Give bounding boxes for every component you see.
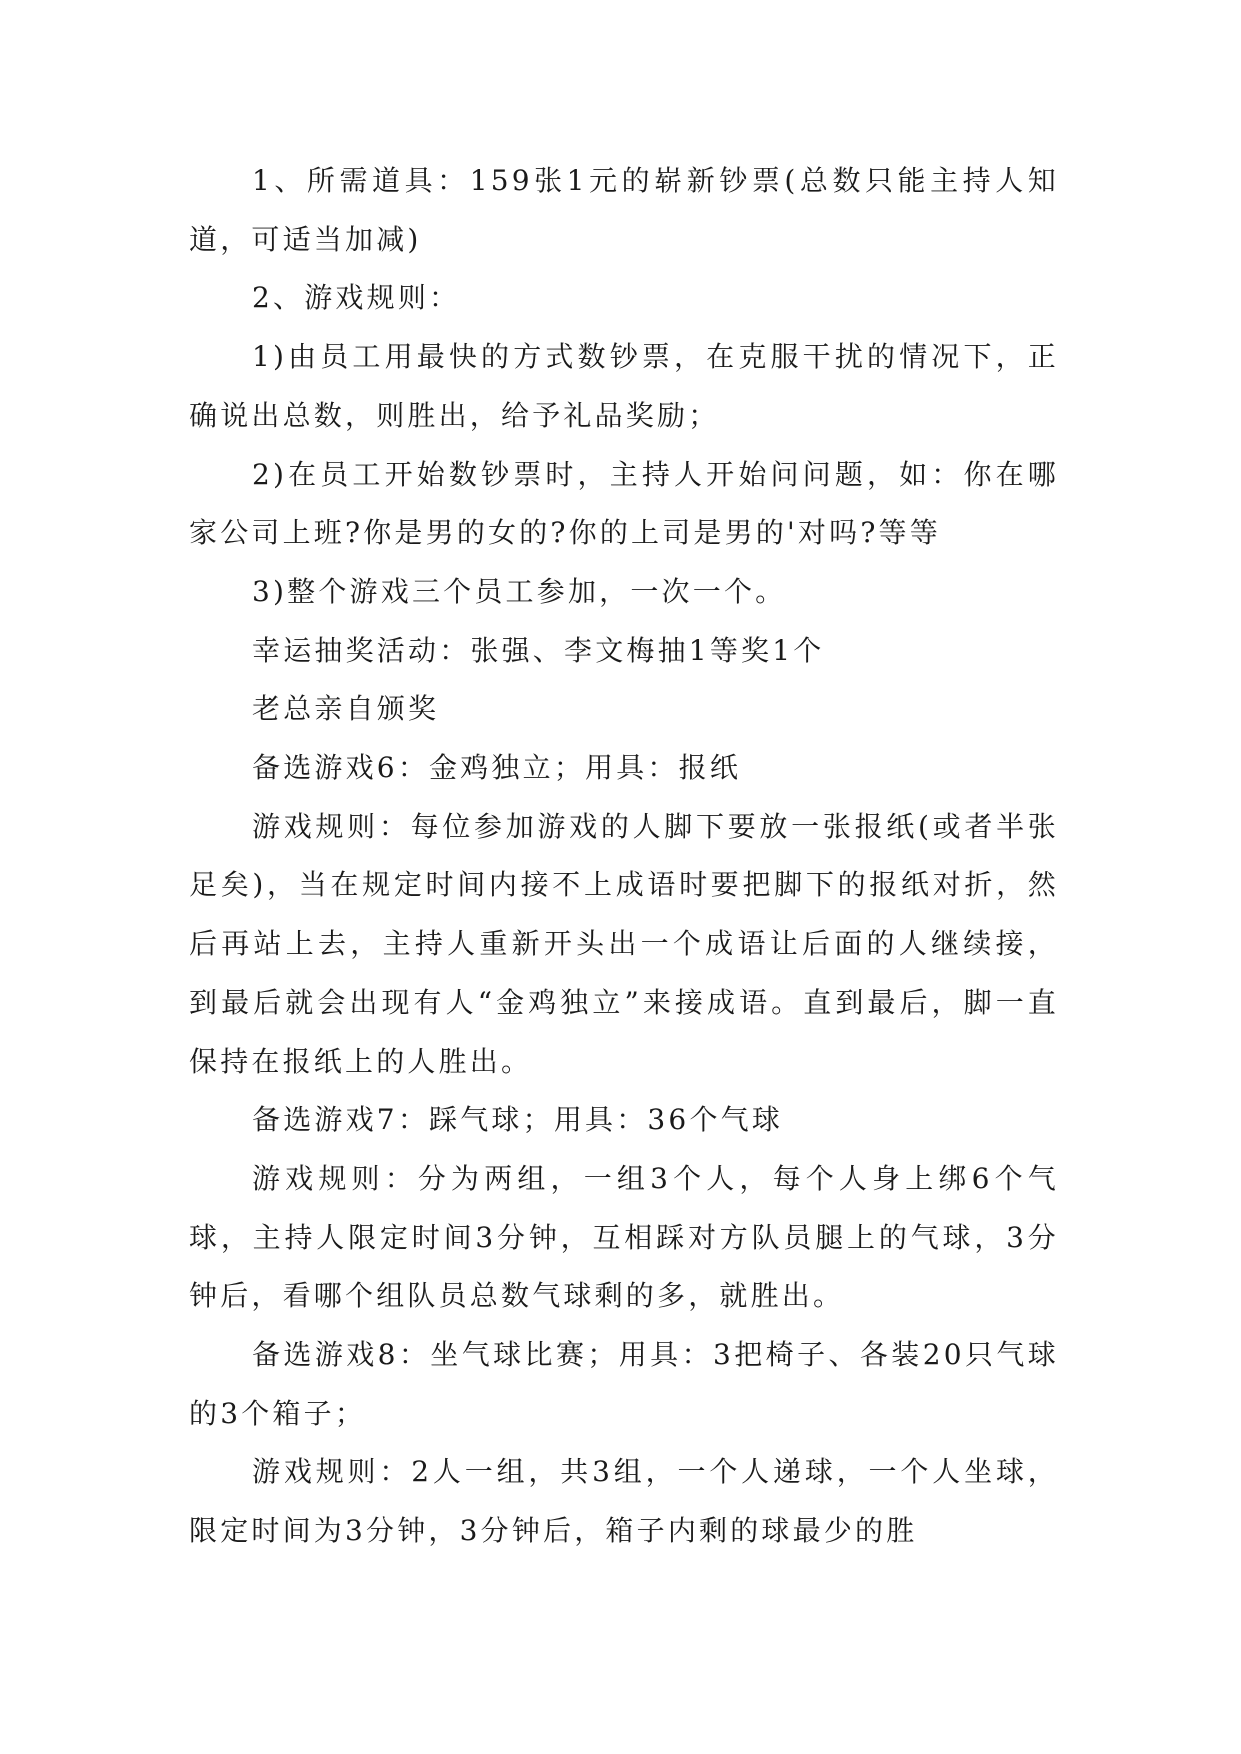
paragraph-game-7-rules: 游戏规则：分为两组，一组3个人，每个人身上绑6个气球，主持人限定时间3分钟，互相踩对方队员腿上的气球，3分钟后，看哪个组队员总数气球剩的多，就胜出。 [189,1161,1059,1313]
document-body [189,152,1059,1561]
paragraph-rule-2: 2)在员工开始数钞票时，主持人开始问问题，如：你在哪家公司上班?你是男的女的?你的上司是男的'对吗?等等 [189,457,1059,550]
paragraph-rules-heading: 2、游戏规则： [252,281,461,315]
paragraph-props: 1、所需道具：159张1元的崭新钞票(总数只能主持人知道，可适当加减) [189,164,1059,256]
paragraph-game-7-title: 备选游戏7：踩气球；用具：36个气球 [252,1103,784,1137]
paragraph-game-6-title: 备选游戏6：金鸡独立；用具：报纸 [252,751,742,785]
paragraph-game-8-title: 备选游戏8：坐气球比赛；用具：3把椅子、各装20只气球的3个箱子； [189,1338,1059,1430]
paragraph-award: 老总亲自颁奖 [252,692,440,726]
paragraph-game-8-rules: 游戏规则：2人一组，共3组，一个人递球，一个人坐球，限定时间为3分钟，3分钟后，箱子内剩的球最少的胜 [189,1455,1059,1548]
paragraph-rule-3: 3)整个游戏三个员工参加，一次一个。 [252,574,787,608]
paragraph-game-6-rules: 游戏规则：每位参加游戏的人脚下要放一张报纸(或者半张足矣)，当在规定时间内接不上成语时要把脚下的报纸对折，然后再站上去，主持人重新开头出一个成语让后面的人继续接，到最后就会出现有人“金鸡独立”来接成语。直到最后，脚一直保持在报纸上的人胜出。 [189,809,1059,1078]
paragraph-rule-1: 1)由员工用最快的方式数钞票，在克服干扰的情况下，正确说出总数，则胜出，给予礼品奖励； [189,340,1059,432]
paragraph-lucky-draw: 幸运抽奖活动：张强、李文梅抽1等奖1个 [252,633,825,667]
